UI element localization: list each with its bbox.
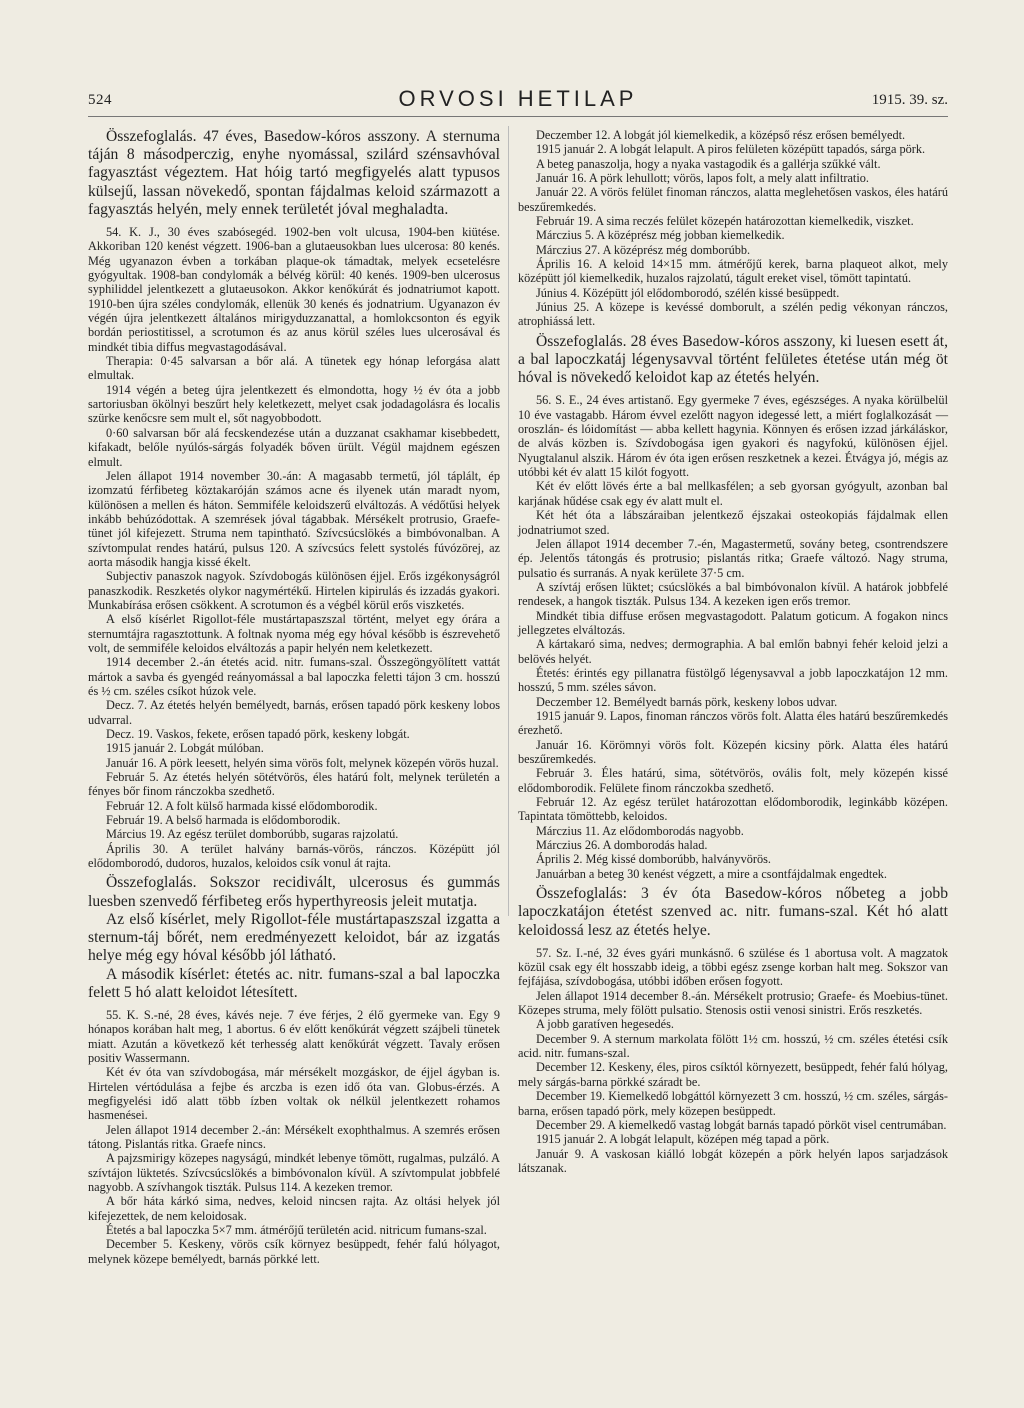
log-entry: Február 12. A folt külső harmada kissé elődomborodik. [106,798,378,813]
log-entry: Április 2. Még kissé domborúbb, halványvörös. [536,852,771,867]
right-column [518,128,948,1175]
case-57-log [518,1032,948,1175]
log-entry: 1915 január 2. Lobgát múlóban. [106,741,264,756]
case-56-status: Jelen állapot 1914 december 7.-én, Magastermetű, sovány beteg, csontrendszere ép. Jelentős tátongás és protrusio; pislantás ritka; Graefe változó. Nagy struma, pulsatio és surranás. A nyak kerülete 37·5 cm. [518,536,948,580]
summary-paragraph: Összefoglalás. 47 éves, Basedow-kóros asszony. A sternuma táján 8 másodperczig, enyhe nyomással, szilárd szénsavhóval fagyasztást végeztem. Hat hóig tartó megfigyelés alatt typusos külsejű, lassan növekedő, spontan fájdalmas keloid származott a fagyasztás helyén, mely ennek területét jóval meghaladta. [88,128,500,218]
case-55-december: December 5. Keskeny, vörös csík környez besüppedt, fehér falú hólyagot, melynek közepe bemélyedt, barnás pörkké lett. [88,1237,500,1266]
summary-paragraph: A második kísérlet: étetés ac. nitr. fumans-szal a bal lapoczka felett 5 hó alatt keloidot létesített. [88,965,500,1001]
case-56-history: 56. S. E., 24 éves artistanő. Egy gyermeke 7 éves, egészséges. A nyaka körülbelül 10 éve vastagabb. Három évvel ezelőtt nagyon idegessé lett, a miért foglalkozását — oroszlán- és lóidomítást — abba kellett hagynia. Könnyen és erősen izzad járkáláskor, de alvás közben is. Szívdobogása igen gyakori és nagyfokú, különösen éjjel. Nyugtalanul alszik. Három év óta igen erősen reszketnek a kezei. Étvágya jó, mégis az utóbbi két év alatt 15 kilót fogyott. [518,393,948,480]
log-entry: 1915 január 2. A lobgát lelapult. A piros felületen középütt tapadós, sárga pörk. [536,142,926,157]
case-55-etching: Étetés a bal lapoczka 5×7 mm. átmérőjű területén acid. nitricum fumans-szal. [106,1223,487,1238]
case-54-history: 54. K. J., 30 éves szabósegéd. 1902-ben volt ulcusa, 1904-ben kiütése. Akkoriban 120 kenést végzett. 1906-ban a glutaeusokban lues ulcerosa: 80 kenés. Még ugyanazon évben a torkában plaque-ok támadtak, melyek ecsetelésre gyógyultak. 1908-ban condylomák a bélvég körül: 40 kenés. 1909-ben ulcerosus syphiliddel jelentkezett a glutaeusokon. Akkor kenőkúrát és jodnatriumot kapott. 1910-ben újra széles condylomák, ellenük 30 kenés és jodnatrium. Ugyanazon év végén újra jelentkezett általános mirigyduzzanattal, a homlokcsonton és egyik bordán periostitissel, a scrotumon és az anus körül széles lues ulcerosával és mindkét tibia diffus megvastagodásával. [88,225,500,354]
column-divider [508,126,509,916]
log-entry: December 12. Keskeny, éles, piros csíktól környezett, besüppedt, fehér falú hólyag, mely sárgás-barna pörkké száradt be. [518,1060,948,1089]
log-entry: Február 19. A sima reczés felület közepén határozottan kiemelkedik, viszket. [536,214,914,229]
journal-title: ORVOSI HETILAP [398,86,638,111]
summary-paragraph: Összefoglalás: 3 év óta Basedow-kóros nőbeteg a jobb lapoczkatájon étetést szenved ac. nitr. fumans-szal. Két hó alatt keloidossá lesz az étetés helye. [518,885,948,939]
case-54-status: Jelen állapot 1914 november 30.-án: A magasabb termetű, jól táplált, ép izomzatú férfibeteg köztakaróján számos acne és ilyenek után maradt nyom, különösen a mellen és háton. Semmiféle keloidszerű elváltozás. A védőtűsi helyek inkább behúzódottak. A szemrések jóval tágabbak. Mérsékelt protrusio, Graefe-tünet jól kifejezett. Struma nem tapintható. Szívcsúcslökés a bimbóvonalban. A szívtompulat rendes határú, pulsus 120. A szívcsúcs felett systolés fúvózörej, az aorta második hangja kissé ékelt. [88,468,500,569]
page-number: 524 [88,92,112,108]
log-entry: Február 3. Éles határú, sima, sötétvörös, ovális folt, mely közepén kissé elődomborodik. Felülete finom ránczokba szedhető. [518,766,948,795]
page-header [88,86,948,117]
case-54-etching: 1914 december 2.-án étetés acid. nitr. fumans-szal. Összegöngyölített vattát mártok a savba és gyengéd reányomással a bal lapoczka feletti tájon 3 cm. hosszú és ½ cm. széles csíkot húzok vele. [88,655,500,699]
case-54-therapy: Therapia: 0·45 salvarsan a bőr alá. A tünetek egy hónap leforgása alatt elmultak. [88,354,500,383]
log-entry: Márczius 5. A középrész még jobban kiemelkedik. [536,228,785,243]
case-55-skin: A bőr háta kárkó sima, nedves, keloid nincsen rajta. Az oltási helyek jól kifejezettek, de nem keloidosak. [88,1194,500,1223]
case-56-tibia: Mindkét tibia diffuse erősen megvastagodott. Palatum goticum. A fogakon nincs jellegzetes elváltozás. [518,608,948,637]
log-entry: Január 16. Körömnyi vörös folt. Közepén kicsiny pörk. Alatta éles határú beszűremkedés. [518,737,948,767]
case-54-log [88,698,500,870]
log-entry: A beteg panaszolja, hogy a nyaka vastagodik és a gallérja szűkké vált. [536,156,881,171]
issue-number: 1915. 39. sz. [871,92,948,108]
log-entry: Márczius 27. A középrész még domborúbb. [536,242,751,257]
case-56-heart: A szívtáj erősen lüktet; csúcslökés a bal bimbóvonalon kívül. A határok jobbfelé rendesek, a hangok tiszták. Pulsus 134. A kezeken igen erős tremor. [518,579,948,609]
log-entry: Június 25. A közepe is kevéssé domborult, a szélén pedig vékonyan ránczos, atrophiássá lett. [518,300,948,329]
log-entry: December 9. A sternum markolata fölött 1½ cm. hosszú, ½ cm. széles étetési csík acid. nitr. fumans-szal. [518,1031,948,1061]
log-entry: Decz. 19. Vaskos, fekete, erősen tapadó pörk, keskeny lobgát. [106,727,410,742]
case-54-complaints: Subjectiv panaszok nagyok. Szívdobogás különösen éjjel. Erős izgékonyságról panaszkodik. Reszketés olykor nagymértékű. Hirtelen kipirulás és izzadás gyakori. Munkabírása erősen csökkent. A scrotumon és a végbél körül erős viszketés. [88,569,500,612]
log-entry: Március 19. Az egész terület domborúbb, sugaras rajzolatú. [106,827,399,842]
case-56-injury: Két év előtt lövés érte a bal mellkasfélen; a seb gyorsan gyógyult, azonban bal karjának hűdése csak egy év alatt mult el. [518,479,948,508]
case-56-pain: Két hét óta a lábszáraiban jelentkező éjszakai osteokopiás fájdalmak ellen jodnatriumot szed. [518,508,948,537]
log-entry: Deczember 12. A lobgát jól kiemelkedik, a középső rész erősen bemélyedt. [536,128,906,142]
case-56-log [518,695,948,881]
case-55-history: 55. K. S.-né, 28 éves, kávés neje. 7 éve férjes, 2 élő gyermeke van. Egy 9 hónapos korában halt meg, 1 abortus. 6 év előtt kenőkúrát végzett szájbeli tünetek miatt. Azután a következő két terhesség alatt kenőkúrát végzett. Tavaly erősen positiv Wassermann. [88,1007,500,1065]
case-56-skin: A kártakaró sima, nedves; dermographia. A bal emlőn babnyi fehér keloid jelzi a belövés helyét. [518,637,948,666]
case-55-symptoms: Két év óta van szívdobogása, már mérsékelt mozgáskor, de éjjel ágyban is. Hirtelen vértódulása a fejbe és arczba is ezen idő óta van. Globus-érzés. A megfigyelési idő alatt több ízben voltak ok nélkül jelentkezett rohamos hasmenései. [88,1065,500,1123]
log-entry: 1915 január 2. A lobgát lelapult, középen még tapad a pörk. [536,1132,830,1147]
log-entry: Deczember 12. Bemélyedt barnás pörk, keskeny lobos udvar. [536,694,838,709]
case-54-first-experiment: A első kísérlet Rigollot-féle mustártapaszszal történt, melyet egy órára a sternumtájra ragasztottunk. A foltnak nyoma még egy hóval később is észrevehető volt, de semmiféle keloidos elváltozás a papir helyén nem keletkezett. [88,612,500,655]
summary-paragraph: Összefoglalás. Sokszor recidivált, ulcerosus és gummás luesben szenvedő férfibeteg erős hyperthyreosis jeleit mutatja. [88,874,500,910]
left-column [88,128,500,1266]
case-54-recurrence: 1914 végén a beteg újra jelentkezett és elmondotta, hogy ½ év óta a jobb sartoriusban ökölnyi beszűrt hely keletkezett, melyet csak jodadagolásra és localis szürke kenőcsre sem mult el, sőt nagyobbodott. [88,382,500,426]
log-entry: Április 30. A terület halvány barnás-vörös, ránczos. Középütt jól elődomborodó, dudoros, huzalos, keloidos csík vonul át rajta. [88,841,500,871]
log-entry: Február 19. A belső harmada is elődomborodik. [106,813,341,828]
log-entry: Januárban a beteg 30 kenést végzett, a mire a csontfájdalmak engedtek. [536,866,887,881]
case-54-salvarsan: 0·60 salvarsan bőr alá fecskendezése után a duzzanat csakhamar kisebbedett, kifakadt, belőle nyúlós-sárgás folyadék bőven ürült. Végül majdnem egészen elmult. [88,425,500,469]
log-entry: Február 12. Az egész terület határozottan elődomborodik, leginkább középen. Tapintata tömöttebb, keloidos. [518,795,948,824]
log-entry: Február 5. Az étetés helyén sötétvörös, éles határú folt, melynek területén a fényes bőr finom ránczokba szedhető. [88,770,500,799]
log-entry: Decz. 7. Az étetés helyén bemélyedt, barnás, erősen tapadó pörk keskeny lobos udvarral. [88,698,500,727]
log-entry: Január 16. A pörk leesett, helyén sima vörös folt, melynek közepén vörös huzal. [106,755,499,770]
case-57-status: Jelen állapot 1914 december 8.-án. Mérsékelt protrusio; Graefe- és Moebius-tünet. Közepes struma, mely fölött pulsatio. Stenosis ostii venosi sinistri. Erős reszketés. [518,988,948,1018]
summary-paragraph: Az első kísérlet, mely Rigollot-féle mustártapaszszal izgatta a sternum-táj bőrét, nem eredményezett keloidot, bár az izgatás helye még egy hóval később jól látható. [88,910,500,965]
case-57-scar: A jobb garatíven hegesedés. [536,1017,674,1032]
log-entry: 1915 január 9. Lapos, finoman ránczos vörös folt. Alatta éles határú beszűremkedés érezhető. [518,708,948,738]
log-entry: Január 16. A pörk lehullott; vörös, lapos folt, a mely alatt infiltratio. [536,171,869,186]
case-55-log [518,128,948,329]
log-entry: December 29. A kiemelkedő vastag lobgát barnás tapadó pörköt visel centrumában. [536,1117,947,1132]
log-entry: December 19. Kiemelkedő lobgáttól környezett 3 cm. hosszú, ½ cm. széles, sárgás-barna, erősen tapadó pörk, mely közepen besüppedt. [518,1089,948,1118]
log-entry: Április 16. A keloid 14×15 mm. átmérőjű kerek, barna plaqueot alkot, mely középütt jól kiemelkedik, huzalos rajzolatú, tágult ereket visel, tömött tapintatú. [518,257,948,286]
case-56-etching: Étetés: érintés egy pillanatra füstölgő légenysavval a jobb lapoczkatájon 12 mm. hosszú, 5 mm. széles sávon. [518,665,948,695]
log-entry: Január 9. A vaskosan kiálló lobgát közepén a pörk helyén lapos sarjadzások látszanak. [518,1146,948,1175]
log-entry: Június 4. Középütt jól elődomborodó, szélén kissé besüppedt. [536,285,840,300]
case-57-history: 57. Sz. I.-né, 32 éves gyári munkásnő. 6 szülése és 1 abortusa volt. A magzatok közül csak egy élt hosszabb ideig, a többi egész zsenge korban halt meg. Sokszor van fejfájása, szívdobogása, utóbbi időben erősen fogyott. [518,945,948,989]
log-entry: Január 22. A vörös felület finoman ránczos, alatta meglehetősen vaskos, éles határú beszűremkedés. [518,185,948,214]
case-55-status: Jelen állapot 1914 december 2.-án: Mérsékelt exophthalmus. A szemrés erősen tátong. Pislantás ritka. Graefe nincs. [88,1122,500,1151]
log-entry: Márczius 11. Az elődomborodás nagyobb. [536,823,744,838]
summary-paragraph: Összefoglalás. 28 éves Basedow-kóros asszony, ki luesen esett át, a bal lapoczkatáj légenysavval történt felületes étetése után még öt hóval is növekedő keloidot kap az étetés helyén. [518,332,948,387]
case-55-thyroid: A pajzsmirigy közepes nagyságú, mindkét lebenye tömött, rugalmas, pulzáló. A szívtájon lüktetés. Szívcsúcslökés a bimbóvonalon kívül. A szívtompulat jobbfelé nagyobb. A szívhangok tiszták. Pulsus 114. A kezeken tremor. [88,1151,500,1195]
log-entry: Márczius 26. A domborodás halad. [536,838,708,853]
